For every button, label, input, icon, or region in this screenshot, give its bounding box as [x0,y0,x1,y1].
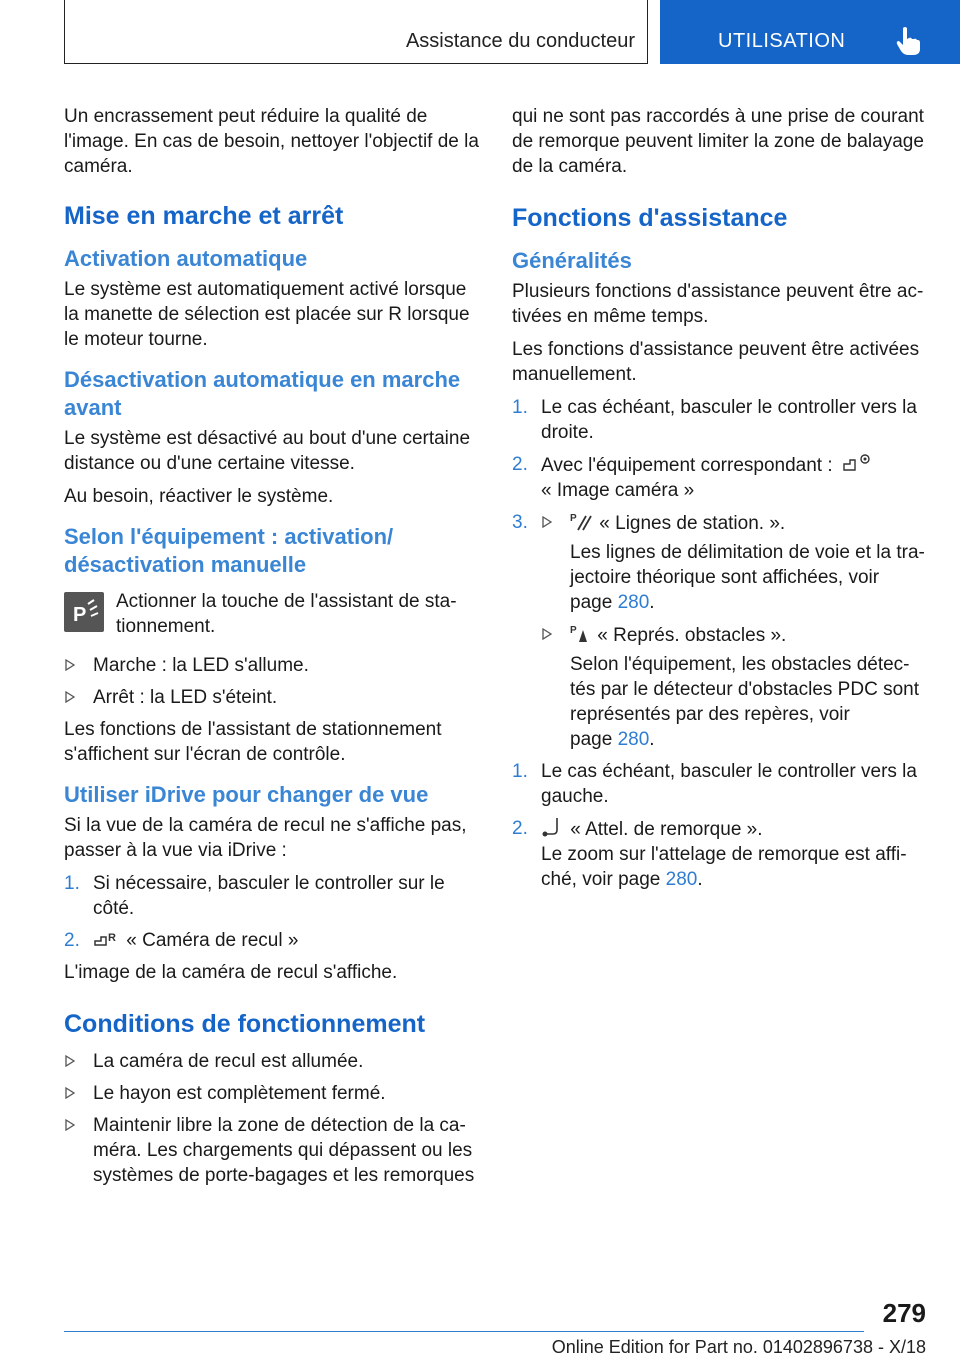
triangle-bullet-icon [65,659,75,671]
continuation-paragraph: qui ne sont pas raccordés à une prise de courant de remorque peuvent limiter la zone de balayage de la caméra. [512,106,924,177]
plusieurs-paragraph: Plusieurs fonctions d'assistance peuvent être activées en même temps. [512,281,924,327]
parking-assist-button-text: Actionner la touche de l'assistant de stationnement. [116,591,457,637]
intro-paragraph: Un encrassement peut réduire la qualité de l'image. En cas de besoin, nettoyer l'objectif de la caméra. [64,106,479,177]
footer-edition: Online Edition for Part no. 01402896738 - X/18 [551,1337,926,1357]
numbered-step: 1. Si nécessaire, basculer le controller sur le côté. [64,873,445,919]
sub-item: P « Lignes de station. ». [541,510,928,536]
desactivation-paragraph: Le système est désactivé au bout d'une certaine distance ou d'une certaine vitesse. [64,428,471,474]
pointing-hand-icon [896,26,920,56]
numbered-step: 2. Avec l'équipement correspondant : « Image caméra » [512,452,928,503]
obstacle-marking-icon [570,622,592,644]
heading-generalites: Généralités [512,248,632,273]
header-section-box [64,0,648,64]
parking-assist-button-icon [64,592,104,632]
triangle-bullet-icon [65,1119,75,1131]
heading-conditions: Conditions de fonctionnement [64,1010,426,1038]
manuel-paragraph: Les fonctions d'assistance peuvent être activées manuellement. [512,339,920,385]
left-column [64,104,482,1195]
numbered-step: 1. Le cas échéant, basculer le controller vers la gauche. [512,761,917,807]
header-chapter-tab [660,0,960,64]
parking-assist-button-note [64,589,482,639]
svg-text:P: P [570,513,577,524]
footer-divider [64,1331,864,1332]
trailer-hitch-icon [541,816,565,838]
sub-item: P « Représ. obstacles ». [541,622,928,648]
numbered-step: 1. Le cas échéant, basculer le controller vers la droite. [512,397,917,443]
reactiver-paragraph: Au besoin, réactiver le système. [64,486,334,507]
heading-fonctions-assistance: Fonctions d'assistance [512,204,788,232]
numbered-step: 3. P « Lignes de station. ». Les lignes de délimitation de voie et la trajectoire théorique sont affichées, voir page 280. P « Représ. obstacles ». Selon l'équipement, les obstacles détectés par le détecteur d'obstacles PDC sont représentés par des repères, voir page 280. [512,510,928,752]
camera-settings-icon [838,452,872,474]
heading-desactivation-auto: Désactivation automatique en marche avant [64,367,461,420]
heading-activation-manuelle: Selon l'équipement : activation/ désactivation manuelle [64,524,394,577]
sub-item-description: Les lignes de délimitation de voie et la trajectoire théorique sont affichées, voir page 280. [570,542,925,613]
svg-text:R: R [108,932,116,944]
triangle-bullet-icon [65,1087,75,1099]
image-paragraph: L'image de la caméra de recul s'affiche. [64,962,398,983]
svg-text:P: P [570,625,577,636]
header-section-title: Assistance du conducteur [405,30,635,52]
list-item: Marche : la LED s'allume. [64,653,482,678]
svg-text:P: P [73,604,87,626]
numbered-step: 2. « Attel. de remorque ». Le zoom sur l'attelage de remorque est affiché, voir page 280. [512,818,907,890]
page-link[interactable]: 280 [665,869,698,890]
triangle-bullet-icon [542,628,552,640]
list-item: Le hayon est complètement fermé. [64,1081,482,1106]
triangle-bullet-icon [65,691,75,703]
fonctions-paragraph: Les fonctions de l'assistant de stationnement s'affichent sur l'écran de contrôle. [64,719,442,765]
triangle-bullet-icon [542,516,552,528]
heading-mise-en-marche: Mise en marche et arrêt [64,202,344,230]
list-item: Maintenir libre la zone de détection de la caméra. Les chargements qui dépassent ou les systèmes de porte-bagages et les remorques [64,1113,482,1188]
list-item: Arrêt : la LED s'éteint. [64,685,482,710]
page-number: 279 [882,1298,926,1328]
parking-lines-icon [570,510,594,532]
list-item: La caméra de recul est allumée. [64,1049,482,1074]
heading-idrive: Utiliser iDrive pour changer de vue [64,782,429,807]
right-column [512,104,928,899]
page-link[interactable]: 280 [617,592,650,613]
rear-camera-icon [93,929,121,949]
idrive-paragraph: Si la vue de la caméra de recul ne s'affiche pas, passer à la vue via iDrive : [64,815,467,861]
sub-item-description: Selon l'équipement, les obstacles détectés par le détecteur d'obstacles PDC sont représentés par des repères, voir page 280. [570,654,919,750]
page-link[interactable]: 280 [617,729,650,750]
triangle-bullet-icon [65,1055,75,1067]
numbered-step: 2. R « Caméra de recul » [64,930,299,951]
heading-activation-auto: Activation automatique [64,246,308,271]
header-chapter-title: UTILISATION [718,30,846,52]
activation-paragraph: Le système est automatiquement activé lorsque la manette de sélection est placée sur R lorsque le moteur tourne. [64,279,470,350]
